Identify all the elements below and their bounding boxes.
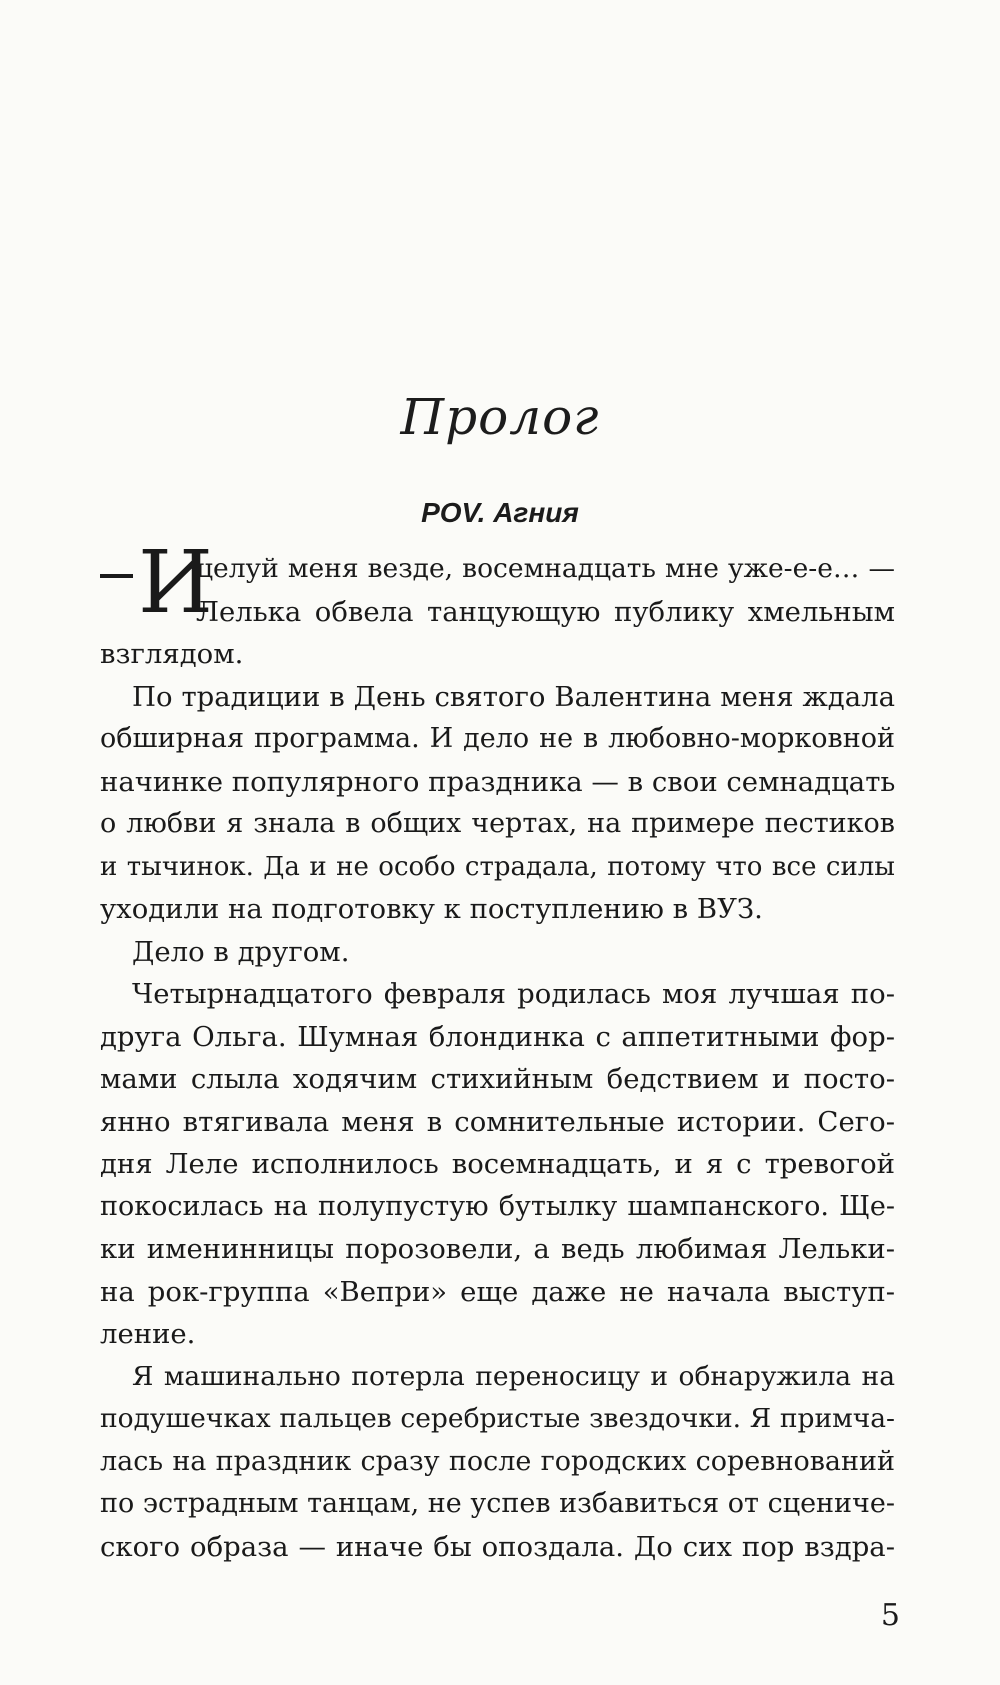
first-paragraph — [100, 533, 895, 676]
text-line: ки именинницы порозовели, а ведь любимая Лельки- — [100, 1233, 895, 1265]
text-line: подушечках пальцев серебристые звездочки. Я примча- — [100, 1403, 895, 1434]
text-line: начинке популярного праздника — в свои семнадцать — [100, 765, 895, 798]
text-line: По традиции в День святого Валентина меня ждала — [132, 680, 895, 713]
pov-heading: POV. Агния — [421, 497, 579, 528]
dialogue-dash — [100, 574, 133, 578]
text-line: по эстрадным танцам, не успев избавиться от сцениче- — [100, 1488, 895, 1519]
text-line: Дело в другом. — [132, 935, 350, 968]
text-line: Я машинально потерла переносицу и обнаружила на — [132, 1360, 895, 1392]
text-line: янно втягивала меня в сомнительные истории. Сего- — [100, 1105, 895, 1138]
text-line: ление. — [100, 1318, 196, 1350]
text-line: Лелька обвела танцующую публику хмельным — [196, 595, 895, 628]
text-line: обширная программа. И дело не в любовно-морковной — [100, 723, 895, 754]
text-line: друга Ольга. Шумная блондинка с аппетитными фор- — [100, 1020, 895, 1053]
text-line: ского образа — иначе бы опоздала. До сих пор вздра- — [100, 1530, 895, 1563]
text-line: взглядом. — [100, 638, 244, 670]
chapter-title: Пролог — [400, 388, 600, 446]
drop-cap: И — [138, 533, 213, 633]
text-line: мами слыла ходячим стихийным бедствием и посто- — [100, 1063, 895, 1095]
text-line: дня Леле исполнилось восемнадцать, и я с тревогой — [100, 1148, 895, 1180]
text-line: Четырнадцатого февраля родилась моя лучшая по- — [132, 978, 895, 1010]
text-line: целуй меня везде, восемнадцать мне уже-е-е… — — [196, 553, 895, 584]
body-text — [100, 533, 895, 1568]
text-line: уходили на подготовку к поступлению в ВУЗ. — [100, 893, 763, 925]
page-number: 5 — [880, 1598, 900, 1633]
text-line: на рок-группа «Вепри» еще даже не начала выступ- — [100, 1275, 895, 1308]
text-line: о любви я знала в общих чертах, на примере пестиков — [100, 808, 895, 839]
text-line: лась на праздник сразу после городских соревнований — [100, 1445, 895, 1477]
text-line: и тычинок. Да и не особо страдала, потому что все силы — [100, 851, 895, 882]
text-line: покосилась на полупустую бутылку шампанского. Ще- — [100, 1190, 895, 1222]
